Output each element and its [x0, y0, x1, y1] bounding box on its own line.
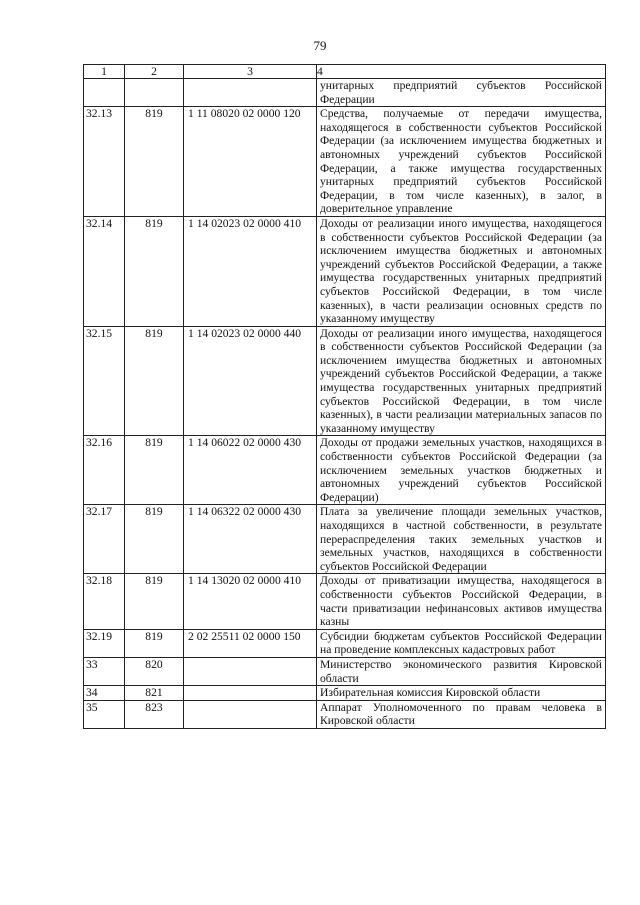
- admin-code-cell: 820: [125, 657, 184, 685]
- budget-code-cell: 1 11 08020 02 0000 120: [184, 107, 317, 217]
- admin-code-cell: 819: [125, 107, 184, 217]
- header-col-3: 3: [184, 65, 317, 79]
- table-row: [84, 107, 606, 217]
- budget-code-cell: [184, 700, 317, 728]
- admin-code-cell: 819: [125, 326, 184, 436]
- row-number-cell: 35: [84, 700, 125, 728]
- budget-code-cell: [184, 686, 317, 701]
- row-number-cell: 32.14: [84, 216, 125, 326]
- description-cell: Доходы от реализации иного имущества, находящегося в собственности субъектов Российской Федерации (за исключением имущества бюджетных и автономных учреждений субъектов Российской Федерации, а также имущества государственных унитарных предприятий субъектов Российской Федерации, в том числе казенных), в части реализации материальных запасов по указанному имуществу: [317, 326, 606, 436]
- admin-code-cell: 819: [125, 216, 184, 326]
- table-row: [84, 216, 606, 326]
- description-cell: Доходы от реализации иного имущества, находящегося в собственности субъектов Российской Федерации (за исключением имущества бюджетных и автономных учреждений субъектов Российской Федерации, а также имущества государственных унитарных предприятий субъектов Российской Федерации, в том числе казенных), в части реализации основных средств по указанному имуществу: [317, 216, 606, 326]
- row-number-cell: 34: [84, 686, 125, 701]
- row-number-cell: [84, 79, 125, 107]
- row-number-cell: 32.17: [84, 505, 125, 574]
- admin-code-cell: 821: [125, 686, 184, 701]
- description-cell: Доходы от приватизации имущества, находящегося в собственности субъектов Российской Федерации, в части приватизации нефинансовых активов имущества казны: [317, 574, 606, 629]
- table-row: [84, 629, 606, 657]
- row-number-cell: 32.15: [84, 326, 125, 436]
- description-cell: Избирательная комиссия Кировской области: [317, 686, 606, 701]
- table-row: [84, 505, 606, 574]
- admin-code-cell: [125, 79, 184, 107]
- budget-code-cell: 1 14 13020 02 0000 410: [184, 574, 317, 629]
- budget-code-cell: 2 02 25511 02 0000 150: [184, 629, 317, 657]
- table-row: [84, 657, 606, 685]
- budget-code-cell: [184, 79, 317, 107]
- admin-code-cell: 819: [125, 436, 184, 505]
- description-cell: Аппарат Уполномоченного по правам человека в Кировской области: [317, 700, 606, 728]
- description-cell: Плата за увеличение площади земельных участков, находящихся в частной собственности, в результате перераспределения таких земельных участков и земельных участков, находящихся в собственности субъектов Российской Федерации: [317, 505, 606, 574]
- admin-code-cell: 819: [125, 629, 184, 657]
- table-row: [84, 700, 606, 728]
- description-cell: Доходы от продажи земельных участков, находящихся в собственности субъектов Российской Федерации (за исключением земельных участков бюджетных и автономных учреждений субъектов Российской Федерации): [317, 436, 606, 505]
- description-cell: Министерство экономического развития Кировской области: [317, 657, 606, 685]
- table-row: [84, 686, 606, 701]
- table-row: [84, 326, 606, 436]
- row-number-cell: 33: [84, 657, 125, 685]
- row-number-cell: 32.18: [84, 574, 125, 629]
- budget-code-cell: 1 14 02023 02 0000 440: [184, 326, 317, 436]
- description-cell: Средства, получаемые от передачи имущества, находящегося в собственности субъектов Российской Федерации (за исключением имущества бюджетных и автономных учреждений субъектов Российской Федерации, а также имущества государственных унитарных предприятий субъектов Российской Федерации, в том числе казенных), в залог, в доверительное управление: [317, 107, 606, 217]
- admin-code-cell: 819: [125, 505, 184, 574]
- table-row: [84, 574, 606, 629]
- admin-code-cell: 823: [125, 700, 184, 728]
- header-col-2: 2: [125, 65, 184, 79]
- description-cell: Субсидии бюджетам субъектов Российской Федерации на проведение комплексных кадастровых работ: [317, 629, 606, 657]
- table-row: [84, 436, 606, 505]
- header-col-1: 1: [84, 65, 125, 79]
- row-number-cell: 32.19: [84, 629, 125, 657]
- page-number: 79: [313, 38, 327, 53]
- budget-code-cell: 1 14 06322 02 0000 430: [184, 505, 317, 574]
- row-number-cell: 32.16: [84, 436, 125, 505]
- budget-code-cell: 1 14 02023 02 0000 410: [184, 216, 317, 326]
- table-row: [84, 79, 606, 107]
- budget-code-cell: 1 14 06022 02 0000 430: [184, 436, 317, 505]
- budget-code-cell: [184, 657, 317, 685]
- header-col-4: 4: [317, 65, 606, 79]
- row-number-cell: 32.13: [84, 107, 125, 217]
- admin-code-cell: 819: [125, 574, 184, 629]
- table-header-row: [84, 65, 606, 79]
- description-cell: унитарных предприятий субъектов Российской Федерации: [317, 79, 606, 107]
- revenue-classification-table: [83, 64, 606, 729]
